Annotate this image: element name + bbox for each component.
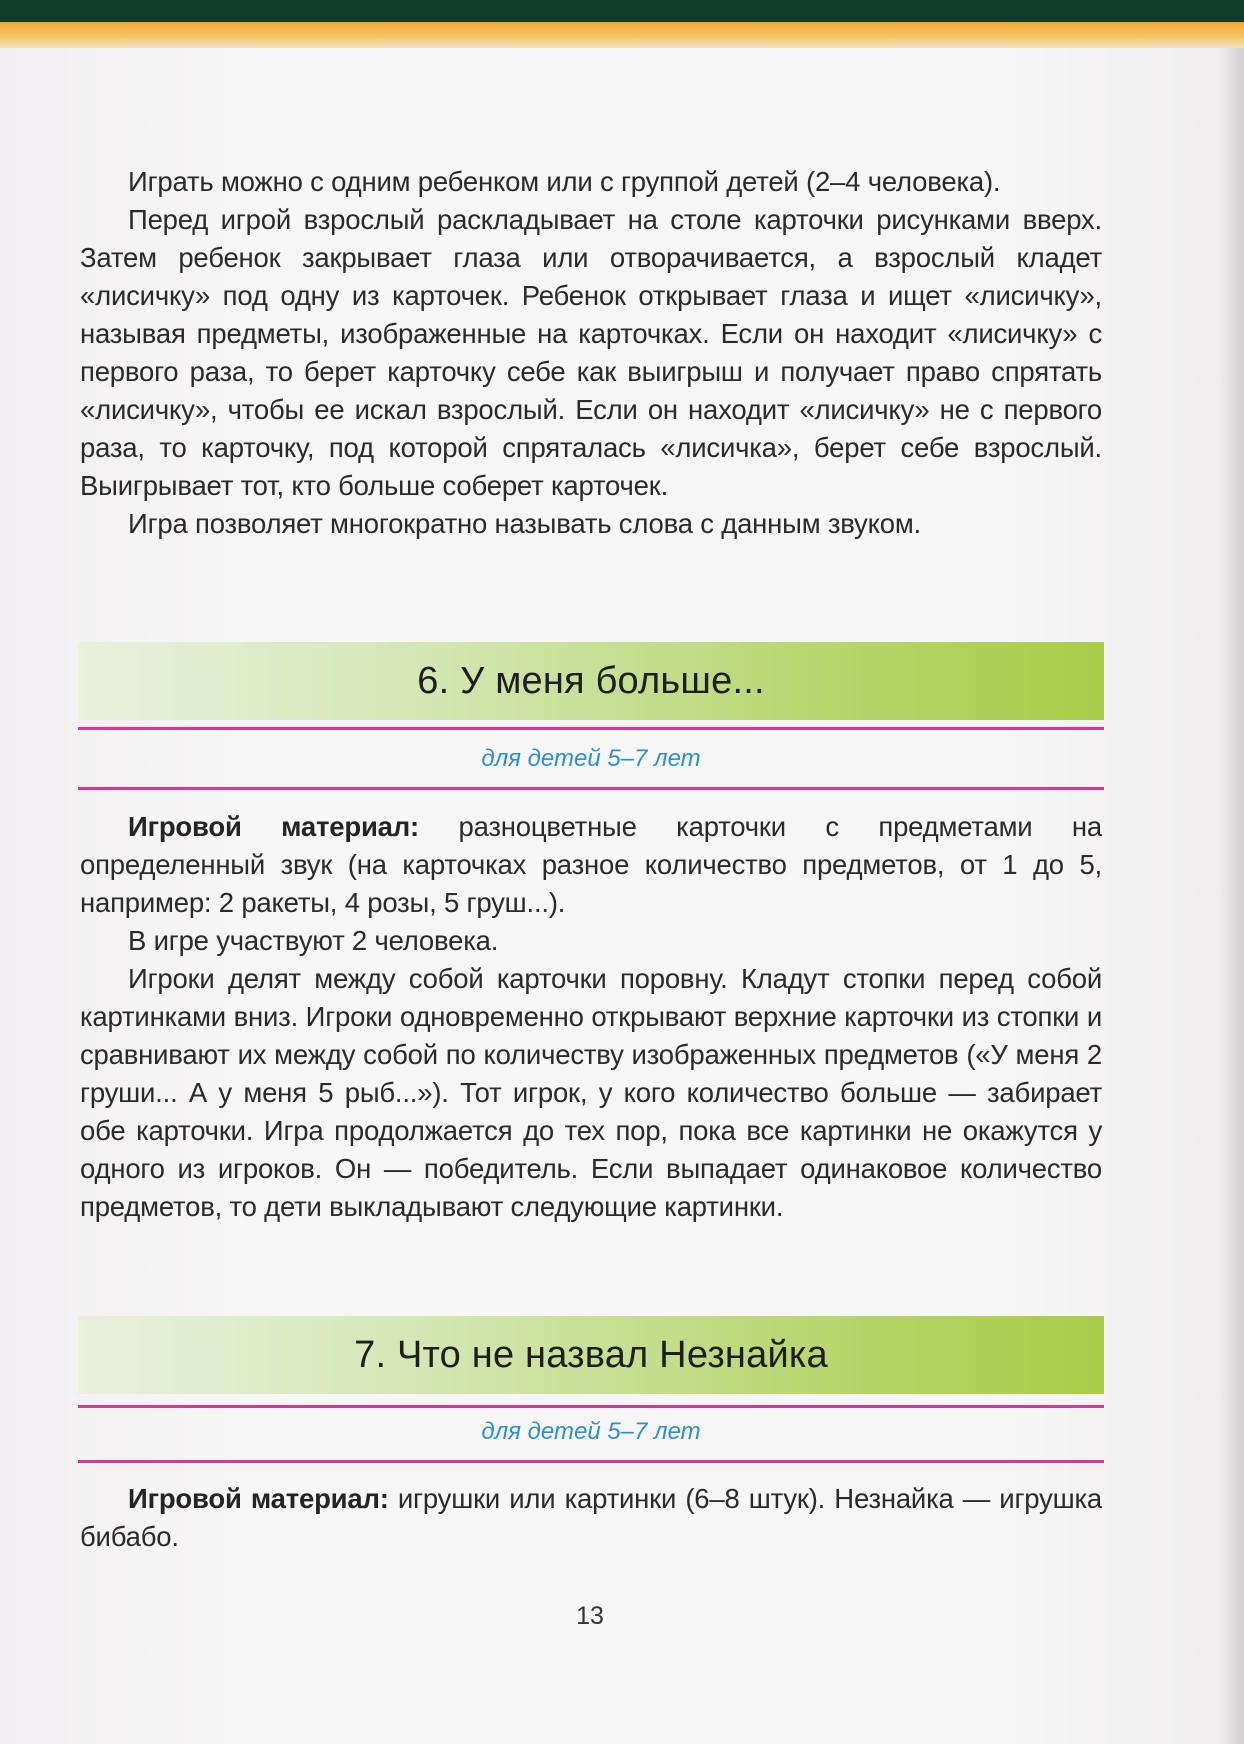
- section7-age-label: для детей 5–7 лет: [481, 1418, 701, 1445]
- section7-rule-top: [78, 1405, 1104, 1408]
- page-number: 13: [576, 1602, 604, 1630]
- section6-title-band: [78, 642, 1104, 720]
- section6-age-label: для детей 5–7 лет: [481, 745, 701, 772]
- intro-paragraph-2: Перед игрой взрослый раскладывает на столе карточки рисунками вверх. Затем ребенок закрывает глаза или отворачивается, а взрослый кладет «лисичку» под одну из карточек. Ребенок открывает глаза и ищет «лисичку», называя предметы, изображенные на карточках. Если он находит «лисичку» с первого раза, то берет карточку себе как выигрыш и получает право спрятать «лисичку», чтобы ее искал взрослый. Если он находит «лисичку» не с первого раза, то карточку, под которой спряталась «лисичка», берет себе взрослый. Выигрывает тот, кто больше соберет карточек.: [80, 204, 1102, 501]
- section6-material: [80, 808, 1102, 922]
- section7-rule-bottom: [78, 1460, 1104, 1463]
- scan-border-top: [0, 0, 1244, 22]
- section7-title-band: [78, 1316, 1104, 1394]
- section7-material: [80, 1480, 1102, 1556]
- section6-title: 6. У меня больше...: [417, 660, 765, 702]
- section7-body: [80, 1480, 1102, 1556]
- section6-body: [80, 808, 1102, 1226]
- section6-rule-top: [78, 727, 1104, 730]
- section7-material-text: игрушки или картинки (6–8 штук). Незнайка — игрушка бибабо.: [80, 1483, 1102, 1552]
- section6-material-label: Игровой материал:: [128, 811, 419, 842]
- intro-paragraph-3: Игра позволяет многократно называть слова с данным звуком.: [128, 508, 921, 539]
- section7-title: 7. Что не назвал Незнайка: [354, 1334, 828, 1376]
- section7-material-label: Игровой материал:: [128, 1483, 389, 1514]
- section6-material-text: разноцветные карточки с предметами на определенный звук (на карточках разное количество предметов, от 1 до 5, например: 2 ракеты, 4 розы, 5 груш...).: [80, 811, 1102, 918]
- book-edge-orange: [0, 22, 1244, 48]
- section6-paragraph-1: В игре участвуют 2 человека.: [128, 925, 499, 956]
- intro-text-block: [80, 163, 1102, 543]
- section6-rule-bottom: [78, 787, 1104, 790]
- section6-paragraph-2: Игроки делят между собой карточки поровну. Кладут стопки перед собой картинками вниз. Игроки одновременно открывают верхние карточки из стопки и сравнивают их между собой по количеству изображенных предметов («У меня 2 груши... А у меня 5 рыб...»). Тот игрок, у кого количество больше — забирает обе карточки. Игра продолжается до тех пор, пока все картинки не окажутся у одного из игроков. Он — победитель. Если выпадает одинаковое количество предметов, то дети выкладывают следующие картинки.: [80, 963, 1102, 1222]
- intro-paragraph-1: Играть можно с одним ребенком или с группой детей (2–4 человека).: [128, 166, 1001, 197]
- page-edge-shadow: [1218, 48, 1244, 1744]
